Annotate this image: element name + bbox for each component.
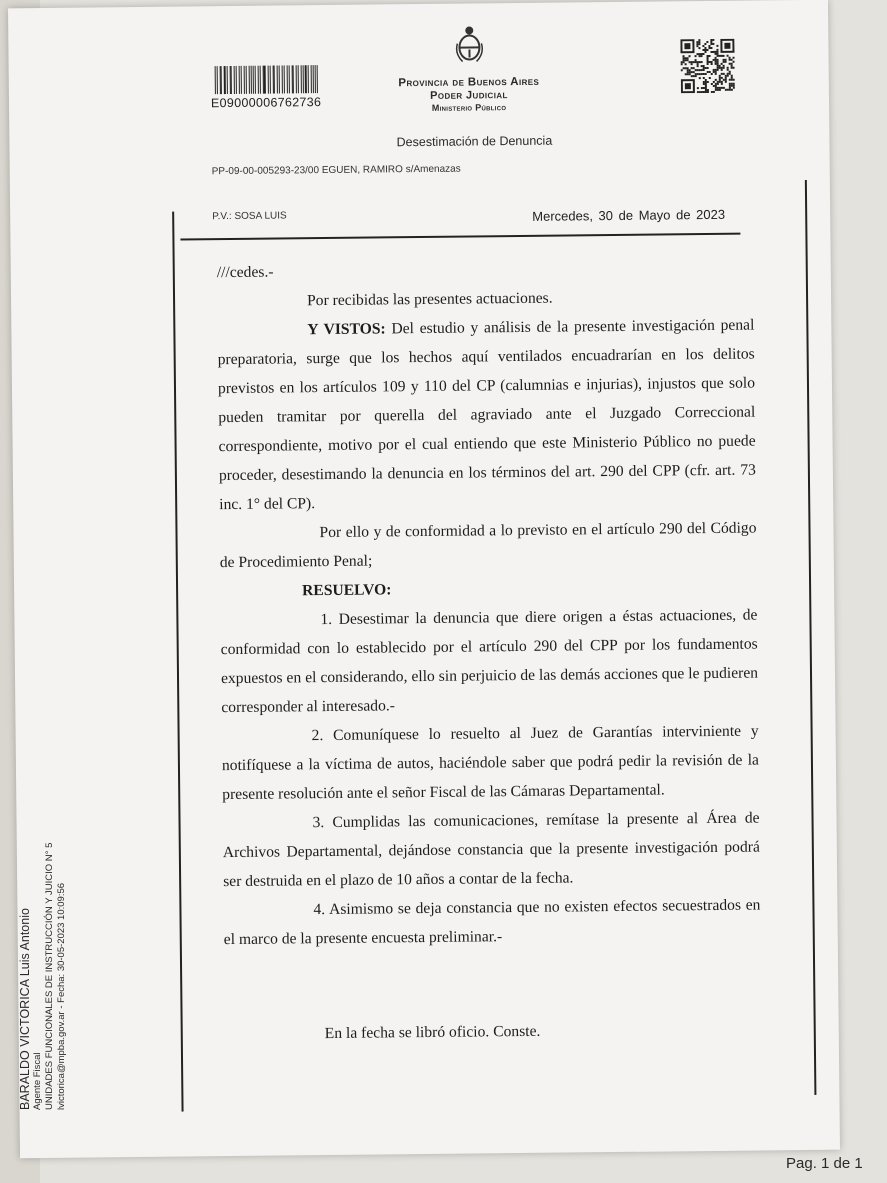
- barcode-number: E09000006762736: [210, 95, 322, 111]
- vistos-heading: Y VISTOS:: [307, 320, 386, 339]
- electronic-signature: [18, 780, 68, 1110]
- province-name: Provincia de Buenos Aires: [398, 75, 540, 90]
- resolution-item-1: 1. Desestimar la denuncia que diere origen a éstas actuaciones, de conformidad con lo establecido por el artículo 290 del CPP por los fundamentos expuestos en el considerando, ello sin perjuicio de las demás acciones que le pudieren corresponder al interesado.-: [220, 606, 759, 717]
- received-paragraph: Por recibidas las presentes actuaciones.: [306, 289, 553, 310]
- document-body: [217, 253, 762, 1050]
- signer-email-date: lvictorica@mpba.gov.ar - Fecha: 30-05-2023 10:09:56: [56, 882, 67, 1110]
- vistos-paragraph: [217, 311, 756, 520]
- resolution-item-4: 4. Asimismo se deja constancia que no existen efectos secuestrados en el marco de la presente encuesta preliminar.-: [223, 896, 761, 949]
- document-title: Desestimación de Denuncia: [396, 133, 553, 150]
- resuelvo-heading: RESUELVO:: [302, 581, 392, 600]
- qr-code-icon: [680, 39, 735, 94]
- office-name: Ministerio Público: [431, 102, 507, 113]
- resolution-item-2: 2. Comuníquese lo resuelto al Juez de Garantías interviniente y notifíquese a la víctima de autos, haciéndole saber que podrá pedir la revisión de la presente resolución ante el señor Fiscal de las Cámaras Departamental.: [221, 722, 760, 804]
- page-number: Pag. 1 de 1: [786, 1155, 863, 1172]
- right-margin-line: [805, 180, 816, 1095]
- resolution-item-3: 3. Cumplidas las comunicaciones, remítase la presente al Área de Archivos Departamental, dejándose constancia que la presente investigación podrá ser destruida en el plazo de 10 años a contar de la fecha.: [222, 809, 760, 891]
- branch-name: Poder Judicial: [430, 89, 508, 102]
- closing-line: En la fecha se libró oficio. Conste.: [324, 1022, 541, 1043]
- conformity-paragraph: Por ello y de conformidad a lo previsto en el artículo 290 del Código de Procedimiento Penal;: [219, 519, 757, 572]
- signer-role: Agente Fiscal: [32, 1052, 43, 1110]
- vistos-text: Del estudio y análisis de la presente investigación penal preparatoria, surge que los hechos aquí ventilados encuadrarían en los delitos previstos en los artículos 109 y 110 del CP (calumnias e injurias), injustos que solo pueden tramitar por querella del agraviado ante el Juzgado Correccional correspondiente, motivo por el cual entiendo que este Ministerio Público no puede proceder, desestimando la denuncia en los términos del art. 290 del CPP (cfr. art. 73 inc. 1° del CP).: [217, 316, 756, 514]
- signer-unit: UNIDADES FUNCIONALES DE INSTRUCCIÓN Y JUICIO N° 5: [44, 842, 55, 1110]
- place-date: Mercedes, 30 de Mayo de 2023: [532, 206, 726, 224]
- coat-of-arms-icon: [454, 23, 484, 65]
- institution-header: [359, 75, 579, 113]
- pv-line: P.V.: SOSA LUIS: [212, 210, 287, 223]
- opening-mark: ///cedes.-: [216, 263, 274, 282]
- signer-name: BARALDO VICTORICA Luis Antonio: [18, 908, 32, 1110]
- barcode: [215, 65, 320, 94]
- document-page: [8, 0, 840, 1158]
- case-reference: PP-09-00-005293-23/00 EGUEN, RAMIRO s/Amenazas: [211, 163, 461, 178]
- header-divider: [180, 233, 740, 240]
- left-margin-line: [172, 212, 183, 1112]
